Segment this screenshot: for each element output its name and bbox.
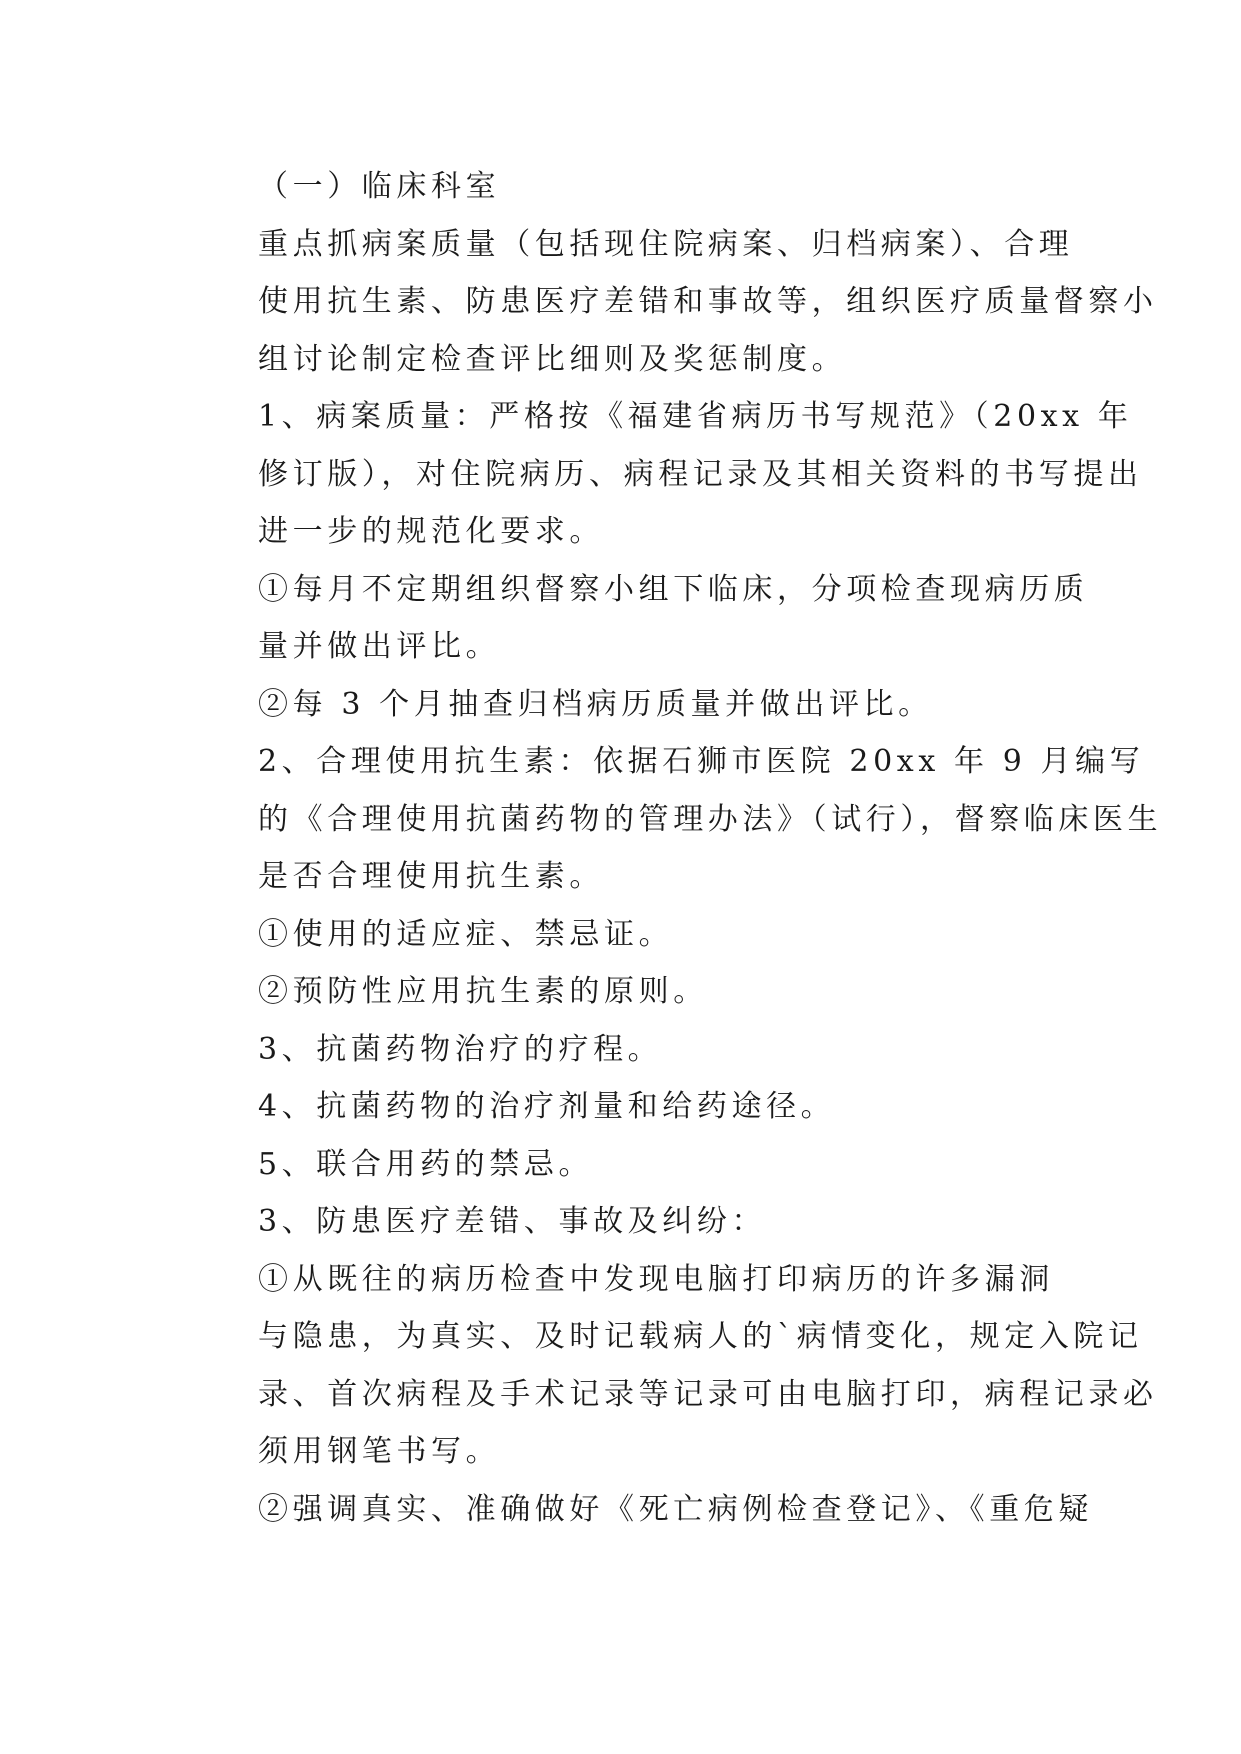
- antibiotics-paragraph: [190, 733, 1163, 906]
- list-item: [190, 1251, 1158, 1481]
- text-line: ②每 3 个月抽查归档病历质量并做出评比。: [258, 686, 933, 722]
- text-line: 进一步的规范化要求。: [258, 514, 604, 549]
- list-item: [190, 963, 1056, 1021]
- text-line: ②强调真实、准确做好《死亡病例检查登记》、《重危疑: [258, 1491, 1093, 1527]
- text-line: 2、合理使用抗生素：依据石狮市医院 20xx 年 9 月编写: [258, 744, 1145, 779]
- text-line: 4、抗菌药物的治疗剂量和给药途径。: [258, 1089, 836, 1124]
- intro-paragraph: [190, 216, 1158, 389]
- text-line: ①使用的适应症、禁忌证。: [258, 916, 674, 952]
- list-item: [190, 561, 1089, 676]
- text-line: ②预防性应用抗生素的原则。: [258, 974, 708, 1009]
- list-item: [190, 1021, 1056, 1079]
- list-item: [190, 1078, 1056, 1136]
- text-line: （一）临床科室: [258, 169, 501, 204]
- text-line: 量并做出评比。: [258, 629, 501, 664]
- text-line: 组讨论制定检查评比细则及奖惩制度。: [258, 341, 847, 377]
- section-heading: [190, 158, 1056, 216]
- text-line: 修订版），对住院病历、病程记录及其相关资料的书写提出: [258, 456, 1143, 492]
- text-line: 使用抗生素、防患医疗差错和事故等，组织医疗质量督察小: [258, 284, 1158, 319]
- text-line: 录、首次病程及手术记录等记录可由电脑打印，病程记录必: [258, 1376, 1158, 1412]
- text-line: ①从既往的病历检查中发现电脑打印病历的许多漏洞: [258, 1261, 1054, 1297]
- list-item: [190, 676, 1056, 734]
- list-item: [190, 1481, 1093, 1539]
- case-quality-paragraph: [190, 388, 1143, 561]
- text-line: 与隐患，为真实、及时记载病人的`病情变化，规定入院记: [258, 1319, 1143, 1354]
- text-line: 的《合理使用抗菌药物的管理办法》（试行），督察临床医生: [258, 801, 1163, 837]
- list-item: [190, 906, 1056, 964]
- text-line: 是否合理使用抗生素。: [258, 859, 604, 894]
- text-line: ①每月不定期组织督察小组下临床，分项检查现病历质: [258, 571, 1089, 607]
- error-prevention-heading: [190, 1193, 1056, 1251]
- text-line: 重点抓病案质量（包括现住院病案、归档病案）、合理: [258, 226, 1074, 262]
- text-line: 5、联合用药的禁忌。: [258, 1146, 594, 1182]
- text-line: 3、抗菌药物治疗的疗程。: [258, 1031, 663, 1067]
- text-line: 须用钢笔书写。: [258, 1434, 501, 1469]
- text-line: 3、防患医疗差错、事故及纠纷：: [258, 1204, 767, 1239]
- document-body: [190, 158, 1163, 1538]
- text-line: 1、病案质量：严格按《福建省病历书写规范》（20xx 年: [258, 399, 1133, 434]
- list-item: [190, 1136, 1056, 1194]
